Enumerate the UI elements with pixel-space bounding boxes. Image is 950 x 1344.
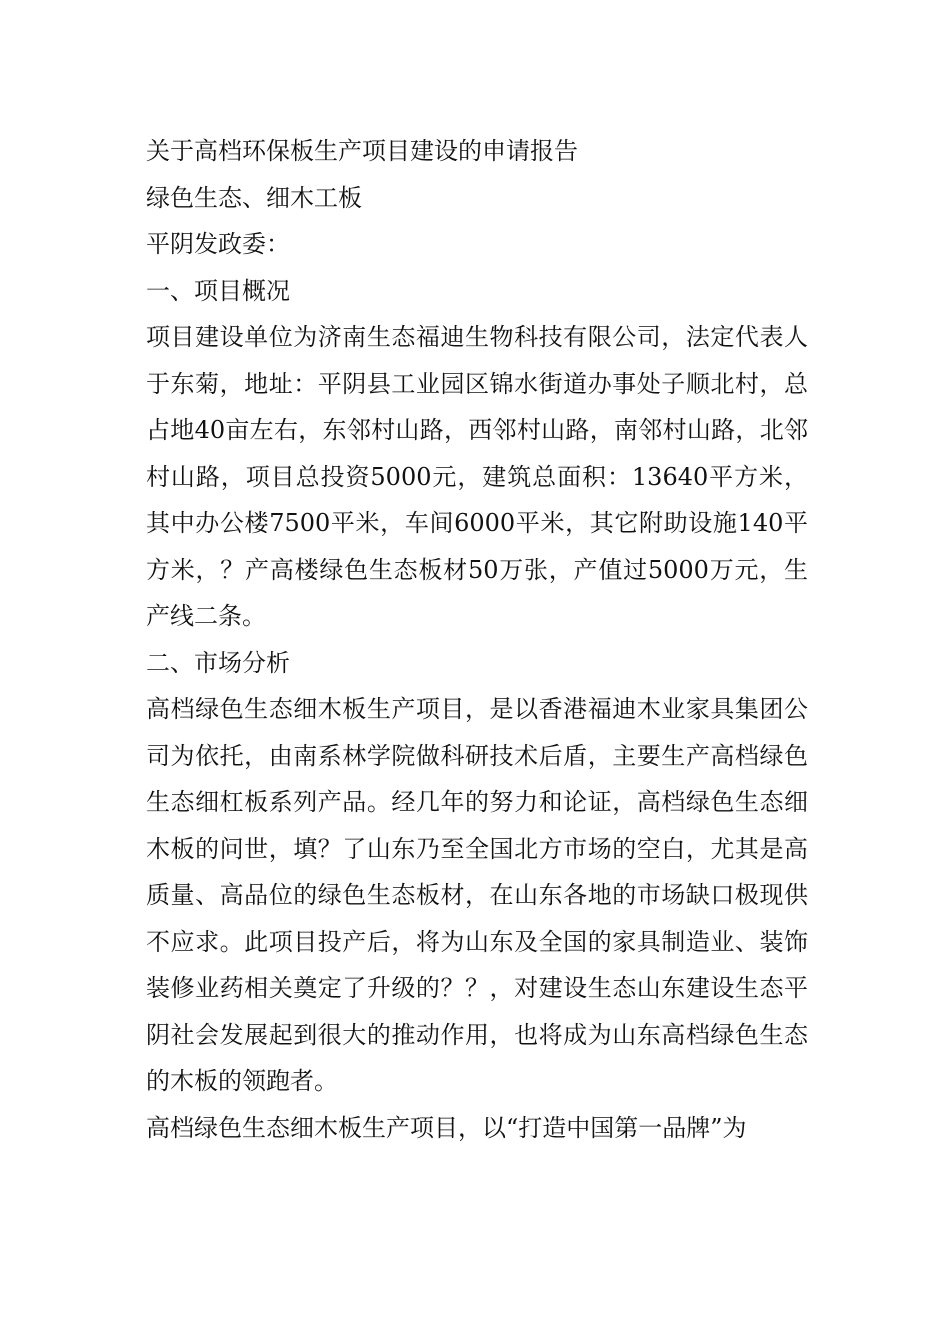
document-title: 关于高档环保板生产项目建设的申请报告 (146, 137, 578, 165)
paragraph-brand-goal: 高档绿色生态细木板生产项目，以“打造中国第一品牌”为 (146, 1113, 747, 1142)
document-subtitle: 绿色生态、细木工板 (146, 183, 362, 212)
section-heading-overview: 一、项目概况 (146, 276, 290, 305)
paragraph-market-analysis: 高档绿色生态细木板生产项目，是以香港福迪木业家具集团公司为依托，由南系林学院做科研技术后盾，主要生产高档绿色生态细杠板系列产品。经几年的努力和论证，高档绿色生态细木板的问世，填？了山东乃至全国北方市场的空白，尤其是高质量、高品位的绿色生态板材，在山东各地的市场缺口极现供不应求。此项目投产后，将为山东及全国的家具制造业、装饰装修业药相关奠定了升级的？？，对建设生态山东建设生态平阴社会发展起到很大的推动作用，也将成为山东高档绿色生态的木板的领跑者。 (146, 695, 808, 1095)
addressee: 平阴发政委： (146, 230, 290, 258)
paragraph-overview: 项目建设单位为济南生态福迪生物科技有限公司，法定代表人于东菊，地址：平阴县工业园区锦水街道办事处子顺北村，总占地40亩左右，东邻村山路，西邻村山路，南邻村山路，北邻村山路，项目总投资5000元，建筑总面积：13640平方米，其中办公楼7500平米，车间6000平米，其它附助设施140平方米，？产高楼绿色生态板材50万张，产值过5000万元，生产线二条。 (146, 323, 808, 630)
document-body (146, 128, 808, 1151)
section-heading-market: 二、市场分析 (146, 648, 290, 677)
